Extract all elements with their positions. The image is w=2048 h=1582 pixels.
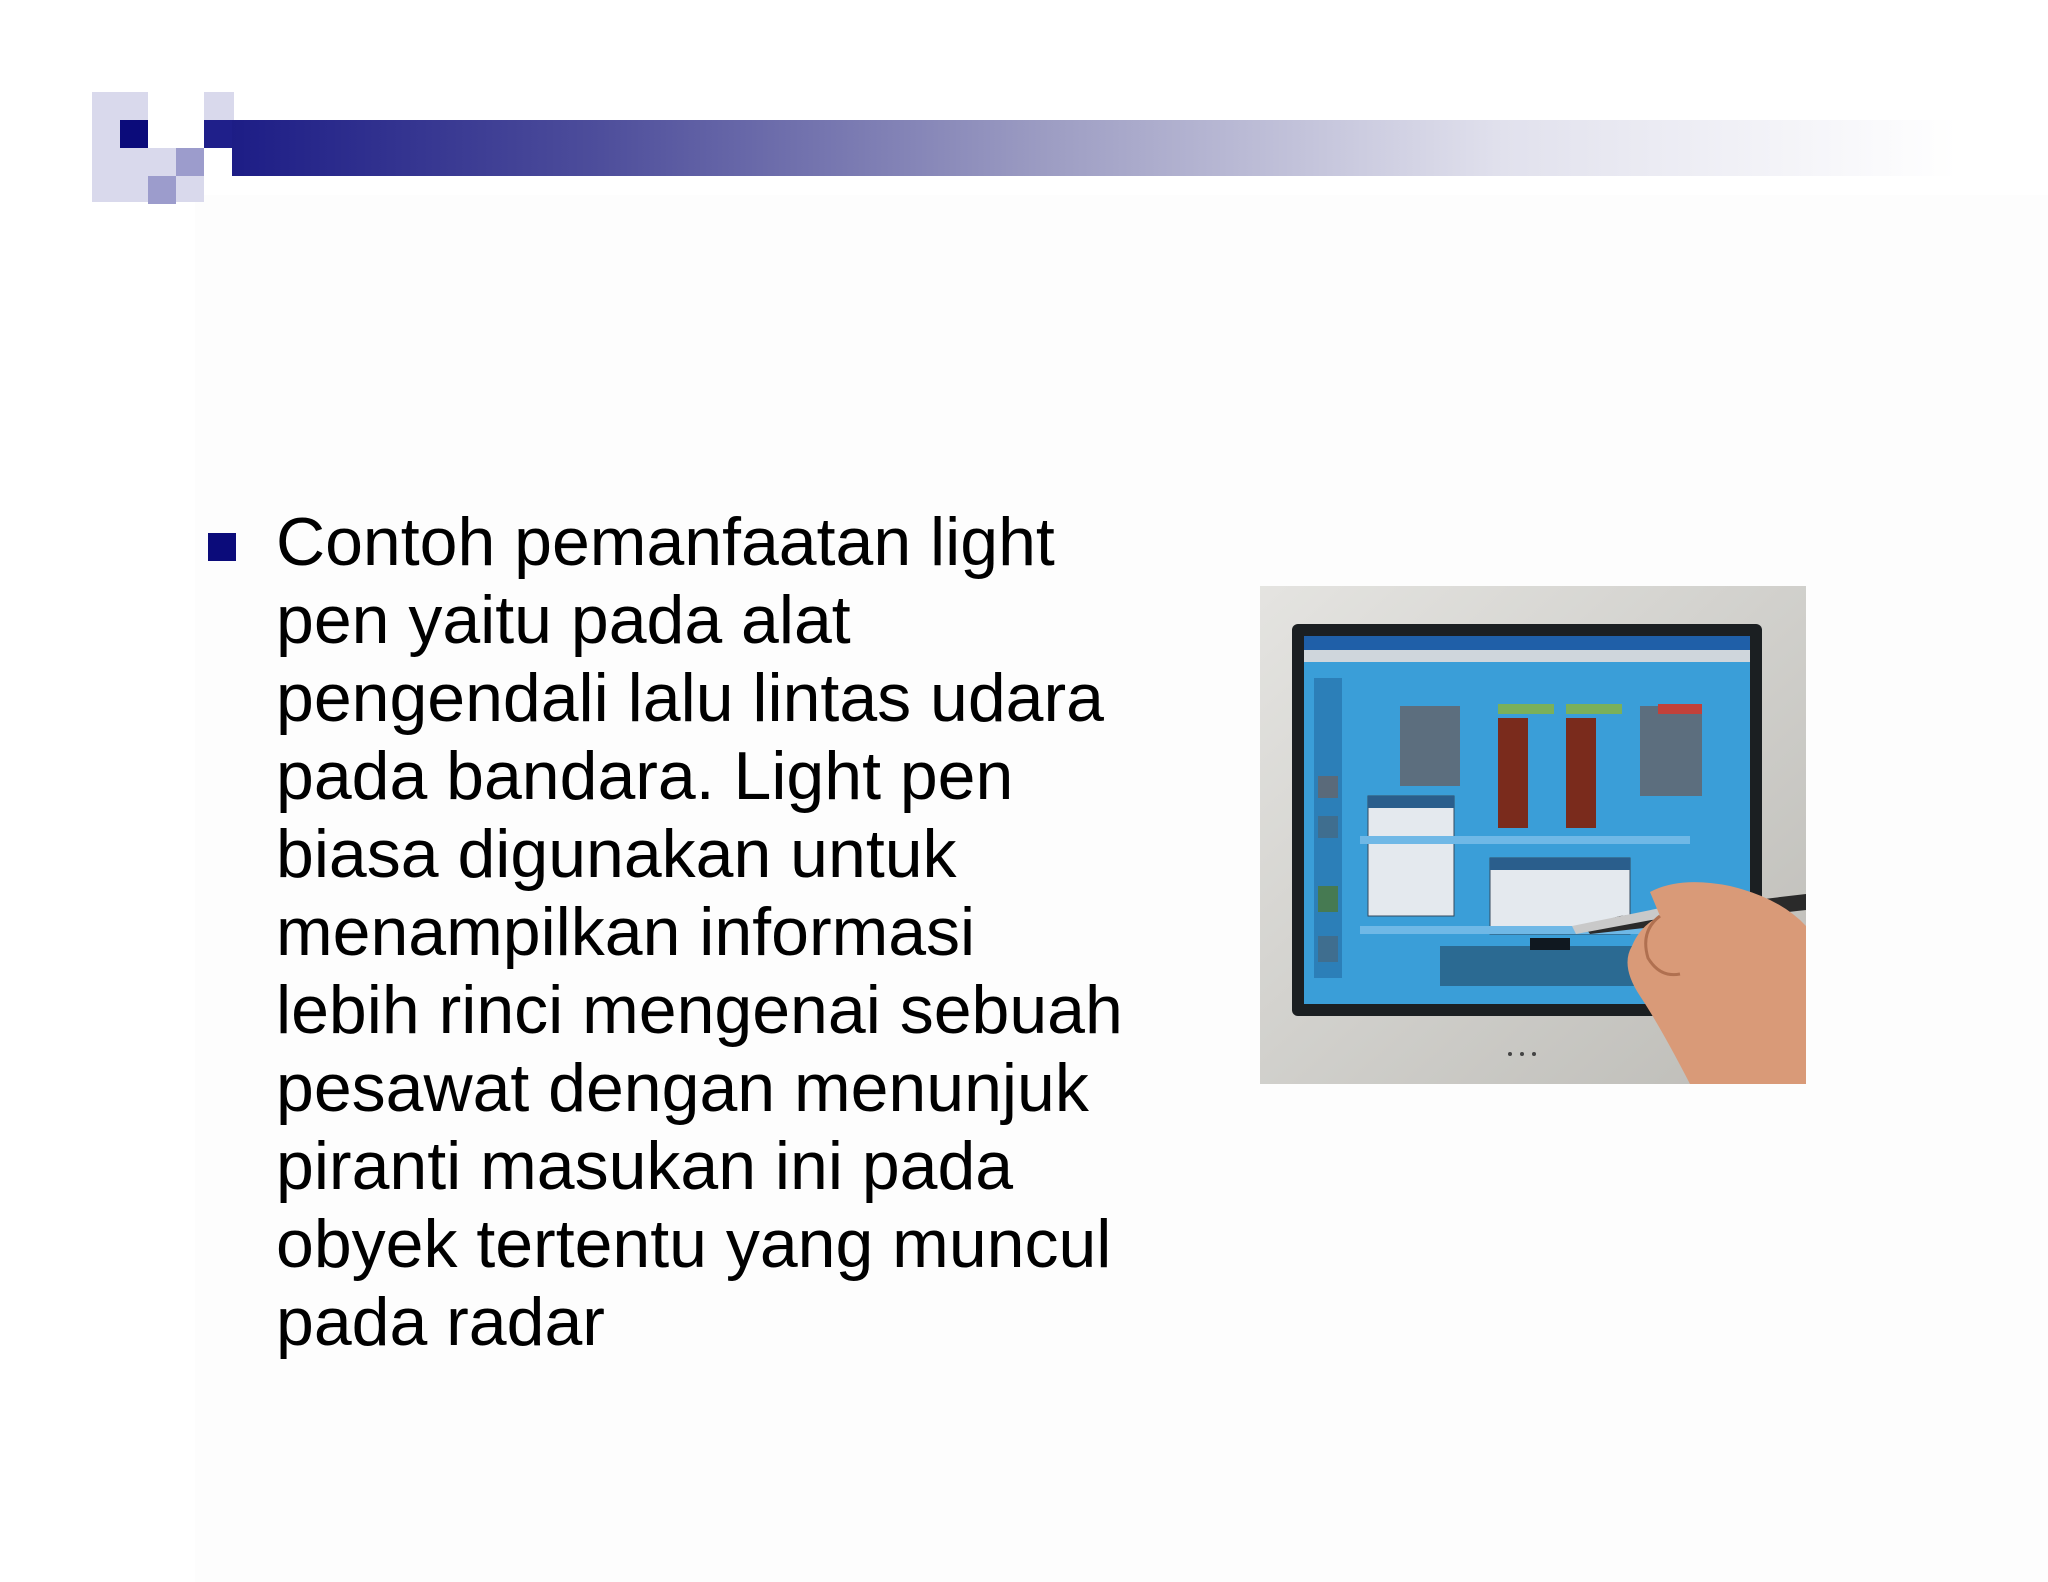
bullet-list xyxy=(208,503,1198,1361)
square-bullet-icon xyxy=(208,533,236,561)
bullet-line: obyek tertentu yang muncul xyxy=(276,1206,1112,1282)
bullet-line: pada bandara. Light pen xyxy=(276,738,1014,814)
decorative-squares xyxy=(92,92,234,204)
bullet-line: piranti masukan ini pada xyxy=(276,1128,1014,1204)
bullet-line: lebih rinci mengenai sebuah xyxy=(276,972,1123,1048)
title-gradient-bar xyxy=(232,120,2048,176)
bullet-line: pesawat dengan menunjuk xyxy=(276,1050,1089,1126)
bullet-item xyxy=(208,503,1198,1361)
bullet-line: pengendali lalu lintas udara xyxy=(276,660,1104,736)
bullet-line: biasa digunakan untuk xyxy=(276,816,957,892)
bullet-text xyxy=(276,503,1198,1361)
bullet-line: pen yaitu pada alat xyxy=(276,582,851,658)
bullet-line: pada radar xyxy=(276,1284,605,1360)
light-pen-photo xyxy=(1260,586,1806,1084)
bullet-line: Contoh pemanfaatan light xyxy=(276,504,1055,580)
bullet-line: menampilkan informasi xyxy=(276,894,976,970)
